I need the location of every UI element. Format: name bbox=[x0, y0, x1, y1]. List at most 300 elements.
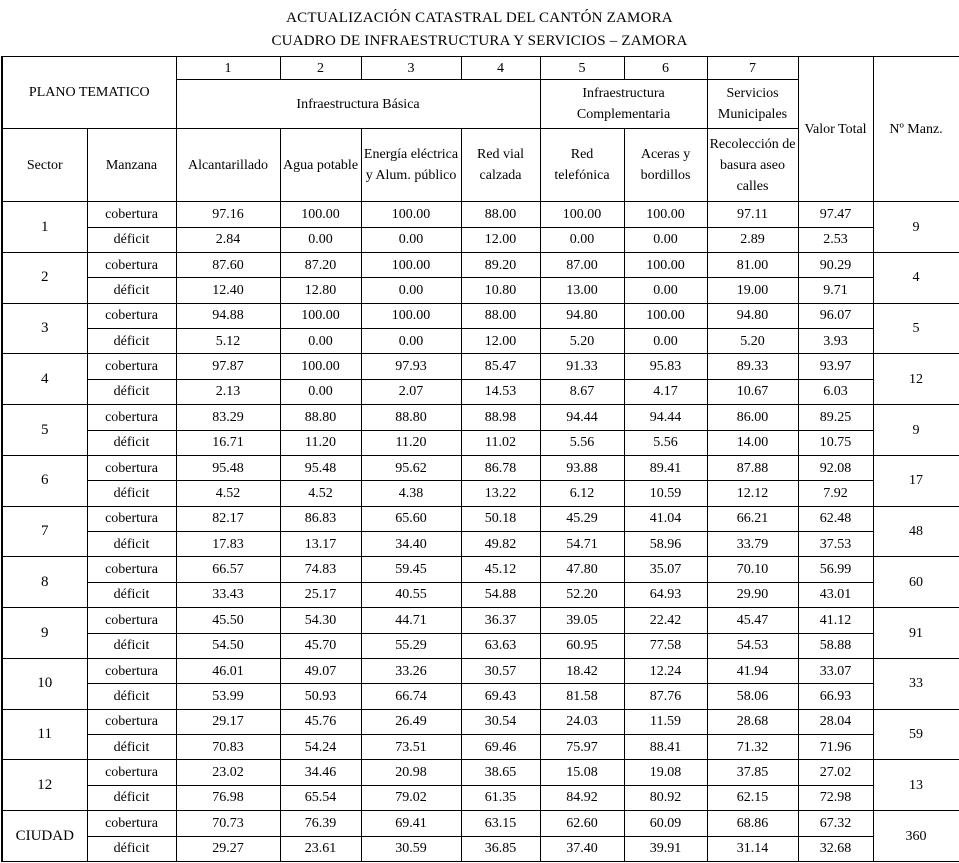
value-cell: 12.80 bbox=[280, 278, 361, 303]
value-cell: 45.12 bbox=[461, 557, 540, 582]
value-cell: 68.86 bbox=[707, 811, 798, 836]
value-cell: 30.59 bbox=[361, 836, 461, 861]
value-cell: 79.02 bbox=[361, 785, 461, 810]
value-cell: 50.18 bbox=[461, 506, 540, 531]
value-cell: 0.00 bbox=[280, 329, 361, 354]
valor-total-cell: 3.93 bbox=[798, 329, 873, 354]
manzana-type-cell: cobertura bbox=[87, 608, 176, 633]
value-cell: 5.12 bbox=[176, 329, 280, 354]
valor-total-cell: 2.53 bbox=[798, 227, 873, 252]
sector-cell: CIUDAD bbox=[2, 811, 87, 862]
value-cell: 100.00 bbox=[624, 202, 707, 227]
n-manz-cell: 91 bbox=[873, 608, 959, 659]
valor-total-cell: 97.47 bbox=[798, 202, 873, 227]
col-number-7: 7 bbox=[707, 57, 798, 80]
value-cell: 54.50 bbox=[176, 633, 280, 658]
value-cell: 47.80 bbox=[540, 557, 624, 582]
value-cell: 11.20 bbox=[361, 430, 461, 455]
value-cell: 18.42 bbox=[540, 658, 624, 683]
n-manz-cell: 4 bbox=[873, 252, 959, 303]
value-cell: 100.00 bbox=[280, 354, 361, 379]
value-cell: 95.48 bbox=[280, 455, 361, 480]
n-manz-cell: 59 bbox=[873, 709, 959, 760]
value-cell: 4.52 bbox=[280, 481, 361, 506]
value-cell: 70.83 bbox=[176, 735, 280, 760]
value-cell: 30.54 bbox=[461, 709, 540, 734]
value-cell: 5.20 bbox=[707, 329, 798, 354]
value-cell: 54.88 bbox=[461, 582, 540, 607]
value-cell: 0.00 bbox=[624, 329, 707, 354]
value-cell: 34.40 bbox=[361, 532, 461, 557]
value-cell: 16.71 bbox=[176, 430, 280, 455]
table-row-cobertura bbox=[2, 506, 959, 531]
value-cell: 89.20 bbox=[461, 252, 540, 277]
value-cell: 70.10 bbox=[707, 557, 798, 582]
value-cell: 31.14 bbox=[707, 836, 798, 861]
manzana-type-cell: déficit bbox=[87, 329, 176, 354]
value-cell: 49.82 bbox=[461, 532, 540, 557]
value-cell: 86.83 bbox=[280, 506, 361, 531]
valor-total-cell: 7.92 bbox=[798, 481, 873, 506]
valor-total-header: Valor Total bbox=[798, 57, 873, 202]
value-cell: 0.00 bbox=[540, 227, 624, 252]
value-cell: 65.60 bbox=[361, 506, 461, 531]
manzana-type-cell: déficit bbox=[87, 785, 176, 810]
value-cell: 88.80 bbox=[280, 405, 361, 430]
value-cell: 81.58 bbox=[540, 684, 624, 709]
value-cell: 45.76 bbox=[280, 709, 361, 734]
value-cell: 34.46 bbox=[280, 760, 361, 785]
value-cell: 88.00 bbox=[461, 202, 540, 227]
valor-total-cell: 28.04 bbox=[798, 709, 873, 734]
valor-total-cell: 58.88 bbox=[798, 633, 873, 658]
manzana-type-cell: cobertura bbox=[87, 811, 176, 836]
manzana-type-cell: déficit bbox=[87, 582, 176, 607]
sector-cell: 4 bbox=[2, 354, 87, 405]
manzana-type-cell: cobertura bbox=[87, 557, 176, 582]
table-row-deficit bbox=[2, 278, 959, 303]
value-cell: 74.83 bbox=[280, 557, 361, 582]
col-number-6: 6 bbox=[624, 57, 707, 80]
manzana-type-cell: déficit bbox=[87, 684, 176, 709]
value-cell: 36.37 bbox=[461, 608, 540, 633]
table-row-deficit bbox=[2, 785, 959, 810]
value-cell: 86.00 bbox=[707, 405, 798, 430]
value-cell: 29.17 bbox=[176, 709, 280, 734]
valor-total-cell: 72.98 bbox=[798, 785, 873, 810]
value-cell: 10.67 bbox=[707, 379, 798, 404]
col-red-telefonica: Red telefónica bbox=[540, 129, 624, 202]
value-cell: 45.70 bbox=[280, 633, 361, 658]
value-cell: 2.07 bbox=[361, 379, 461, 404]
value-cell: 87.60 bbox=[176, 252, 280, 277]
value-cell: 66.57 bbox=[176, 557, 280, 582]
value-cell: 87.20 bbox=[280, 252, 361, 277]
value-cell: 4.38 bbox=[361, 481, 461, 506]
valor-total-cell: 62.48 bbox=[798, 506, 873, 531]
valor-total-cell: 32.68 bbox=[798, 836, 873, 861]
valor-total-cell: 56.99 bbox=[798, 557, 873, 582]
n-manz-header: Nº Manz. bbox=[873, 57, 959, 202]
value-cell: 76.98 bbox=[176, 785, 280, 810]
col-number-1: 1 bbox=[176, 57, 280, 80]
value-cell: 13.00 bbox=[540, 278, 624, 303]
value-cell: 58.96 bbox=[624, 532, 707, 557]
plano-tematico-header: PLANO TEMATICO bbox=[2, 57, 176, 129]
value-cell: 13.17 bbox=[280, 532, 361, 557]
value-cell: 8.67 bbox=[540, 379, 624, 404]
value-cell: 100.00 bbox=[280, 202, 361, 227]
col-number-4: 4 bbox=[461, 57, 540, 80]
value-cell: 66.21 bbox=[707, 506, 798, 531]
value-cell: 45.47 bbox=[707, 608, 798, 633]
manzana-type-cell: déficit bbox=[87, 379, 176, 404]
manzana-type-cell: déficit bbox=[87, 735, 176, 760]
value-cell: 100.00 bbox=[624, 252, 707, 277]
value-cell: 59.45 bbox=[361, 557, 461, 582]
value-cell: 0.00 bbox=[361, 329, 461, 354]
valor-total-cell: 37.53 bbox=[798, 532, 873, 557]
value-cell: 15.08 bbox=[540, 760, 624, 785]
value-cell: 40.55 bbox=[361, 582, 461, 607]
value-cell: 95.48 bbox=[176, 455, 280, 480]
value-cell: 63.63 bbox=[461, 633, 540, 658]
value-cell: 12.40 bbox=[176, 278, 280, 303]
table-row-deficit bbox=[2, 430, 959, 455]
value-cell: 35.07 bbox=[624, 557, 707, 582]
sector-cell: 11 bbox=[2, 709, 87, 760]
value-cell: 97.87 bbox=[176, 354, 280, 379]
manzana-type-cell: déficit bbox=[87, 481, 176, 506]
value-cell: 20.98 bbox=[361, 760, 461, 785]
table-row-deficit bbox=[2, 735, 959, 760]
valor-total-cell: 90.29 bbox=[798, 252, 873, 277]
value-cell: 55.29 bbox=[361, 633, 461, 658]
value-cell: 11.59 bbox=[624, 709, 707, 734]
value-cell: 97.16 bbox=[176, 202, 280, 227]
value-cell: 94.88 bbox=[176, 303, 280, 328]
value-cell: 0.00 bbox=[280, 379, 361, 404]
value-cell: 100.00 bbox=[280, 303, 361, 328]
value-cell: 39.91 bbox=[624, 836, 707, 861]
table-row-cobertura bbox=[2, 709, 959, 734]
value-cell: 89.41 bbox=[624, 455, 707, 480]
sector-cell: 2 bbox=[2, 252, 87, 303]
value-cell: 93.88 bbox=[540, 455, 624, 480]
col-energia-electrica: Energía eléctrica y Alum. público bbox=[361, 129, 461, 202]
value-cell: 0.00 bbox=[361, 227, 461, 252]
value-cell: 94.80 bbox=[707, 303, 798, 328]
n-manz-cell: 33 bbox=[873, 658, 959, 709]
value-cell: 0.00 bbox=[624, 227, 707, 252]
sector-cell: 10 bbox=[2, 658, 87, 709]
manzana-type-cell: cobertura bbox=[87, 202, 176, 227]
value-cell: 54.53 bbox=[707, 633, 798, 658]
sector-cell: 9 bbox=[2, 608, 87, 659]
value-cell: 19.08 bbox=[624, 760, 707, 785]
table-row-cobertura bbox=[2, 760, 959, 785]
value-cell: 83.29 bbox=[176, 405, 280, 430]
value-cell: 0.00 bbox=[624, 278, 707, 303]
col-recoleccion-basura: Recolección de basura aseo calles bbox=[707, 129, 798, 202]
n-manz-cell: 60 bbox=[873, 557, 959, 608]
value-cell: 80.92 bbox=[624, 785, 707, 810]
value-cell: 86.78 bbox=[461, 455, 540, 480]
value-cell: 69.46 bbox=[461, 735, 540, 760]
table-row-deficit bbox=[2, 684, 959, 709]
col-number-5: 5 bbox=[540, 57, 624, 80]
value-cell: 69.43 bbox=[461, 684, 540, 709]
value-cell: 52.20 bbox=[540, 582, 624, 607]
value-cell: 28.68 bbox=[707, 709, 798, 734]
value-cell: 84.92 bbox=[540, 785, 624, 810]
manzana-type-cell: cobertura bbox=[87, 760, 176, 785]
table-row-deficit bbox=[2, 836, 959, 861]
table-row-deficit bbox=[2, 227, 959, 252]
value-cell: 94.44 bbox=[624, 405, 707, 430]
value-cell: 23.02 bbox=[176, 760, 280, 785]
value-cell: 87.00 bbox=[540, 252, 624, 277]
valor-total-cell: 96.07 bbox=[798, 303, 873, 328]
table-row-deficit bbox=[2, 582, 959, 607]
value-cell: 100.00 bbox=[361, 252, 461, 277]
sector-cell: 8 bbox=[2, 557, 87, 608]
value-cell: 91.33 bbox=[540, 354, 624, 379]
value-cell: 12.12 bbox=[707, 481, 798, 506]
value-cell: 100.00 bbox=[361, 202, 461, 227]
value-cell: 22.42 bbox=[624, 608, 707, 633]
value-cell: 85.47 bbox=[461, 354, 540, 379]
value-cell: 12.00 bbox=[461, 227, 540, 252]
col-aceras-bordillos: Aceras y bordillos bbox=[624, 129, 707, 202]
n-manz-cell: 5 bbox=[873, 303, 959, 354]
value-cell: 66.74 bbox=[361, 684, 461, 709]
value-cell: 70.73 bbox=[176, 811, 280, 836]
value-cell: 50.93 bbox=[280, 684, 361, 709]
table-row-cobertura bbox=[2, 658, 959, 683]
table-row-deficit bbox=[2, 481, 959, 506]
table-row-cobertura bbox=[2, 811, 959, 836]
table-row-cobertura bbox=[2, 202, 959, 227]
value-cell: 71.32 bbox=[707, 735, 798, 760]
value-cell: 10.80 bbox=[461, 278, 540, 303]
valor-total-cell: 71.96 bbox=[798, 735, 873, 760]
col-number-2: 2 bbox=[280, 57, 361, 80]
value-cell: 82.17 bbox=[176, 506, 280, 531]
value-cell: 97.93 bbox=[361, 354, 461, 379]
valor-total-cell: 27.02 bbox=[798, 760, 873, 785]
manzana-type-cell: cobertura bbox=[87, 455, 176, 480]
manzana-type-cell: cobertura bbox=[87, 709, 176, 734]
valor-total-cell: 93.97 bbox=[798, 354, 873, 379]
manzana-type-cell: déficit bbox=[87, 836, 176, 861]
value-cell: 19.00 bbox=[707, 278, 798, 303]
value-cell: 5.20 bbox=[540, 329, 624, 354]
table-row-deficit bbox=[2, 532, 959, 557]
value-cell: 95.83 bbox=[624, 354, 707, 379]
manzana-type-cell: déficit bbox=[87, 633, 176, 658]
infrastructure-table bbox=[1, 56, 959, 862]
n-manz-cell: 360 bbox=[873, 811, 959, 862]
value-cell: 60.95 bbox=[540, 633, 624, 658]
value-cell: 54.71 bbox=[540, 532, 624, 557]
value-cell: 89.33 bbox=[707, 354, 798, 379]
sector-header: Sector bbox=[2, 129, 87, 202]
value-cell: 88.00 bbox=[461, 303, 540, 328]
manzana-type-cell: déficit bbox=[87, 532, 176, 557]
value-cell: 39.05 bbox=[540, 608, 624, 633]
table-row-cobertura bbox=[2, 303, 959, 328]
manzana-type-cell: cobertura bbox=[87, 252, 176, 277]
sector-cell: 7 bbox=[2, 506, 87, 557]
value-cell: 62.15 bbox=[707, 785, 798, 810]
value-cell: 100.00 bbox=[624, 303, 707, 328]
value-cell: 5.56 bbox=[540, 430, 624, 455]
value-cell: 76.39 bbox=[280, 811, 361, 836]
value-cell: 88.80 bbox=[361, 405, 461, 430]
value-cell: 4.17 bbox=[624, 379, 707, 404]
col-red-vial: Red vial calzada bbox=[461, 129, 540, 202]
manzana-header: Manzana bbox=[87, 129, 176, 202]
col-alcantarillado: Alcantarillado bbox=[176, 129, 280, 202]
value-cell: 33.26 bbox=[361, 658, 461, 683]
table-row-deficit bbox=[2, 329, 959, 354]
group-infra-basica: Infraestructura Básica bbox=[176, 80, 540, 129]
manzana-type-cell: cobertura bbox=[87, 405, 176, 430]
table-row-cobertura bbox=[2, 557, 959, 582]
value-cell: 81.00 bbox=[707, 252, 798, 277]
value-cell: 33.43 bbox=[176, 582, 280, 607]
value-cell: 45.29 bbox=[540, 506, 624, 531]
value-cell: 5.56 bbox=[624, 430, 707, 455]
value-cell: 10.59 bbox=[624, 481, 707, 506]
document-title: ACTUALIZACIÓN CATASTRAL DEL CANTÓN ZAMORA bbox=[286, 10, 673, 26]
n-manz-cell: 17 bbox=[873, 455, 959, 506]
value-cell: 62.60 bbox=[540, 811, 624, 836]
value-cell: 29.90 bbox=[707, 582, 798, 607]
value-cell: 37.85 bbox=[707, 760, 798, 785]
value-cell: 60.09 bbox=[624, 811, 707, 836]
value-cell: 41.94 bbox=[707, 658, 798, 683]
sector-cell: 12 bbox=[2, 760, 87, 811]
valor-total-cell: 33.07 bbox=[798, 658, 873, 683]
value-cell: 95.62 bbox=[361, 455, 461, 480]
value-cell: 87.76 bbox=[624, 684, 707, 709]
value-cell: 12.24 bbox=[624, 658, 707, 683]
value-cell: 88.41 bbox=[624, 735, 707, 760]
value-cell: 69.41 bbox=[361, 811, 461, 836]
value-cell: 29.27 bbox=[176, 836, 280, 861]
value-cell: 73.51 bbox=[361, 735, 461, 760]
value-cell: 30.57 bbox=[461, 658, 540, 683]
table-row-cobertura bbox=[2, 608, 959, 633]
valor-total-cell: 67.32 bbox=[798, 811, 873, 836]
value-cell: 36.85 bbox=[461, 836, 540, 861]
table-row-cobertura bbox=[2, 354, 959, 379]
value-cell: 26.49 bbox=[361, 709, 461, 734]
value-cell: 11.02 bbox=[461, 430, 540, 455]
col-number-3: 3 bbox=[361, 57, 461, 80]
table-row-deficit bbox=[2, 633, 959, 658]
sector-cell: 3 bbox=[2, 303, 87, 354]
value-cell: 17.83 bbox=[176, 532, 280, 557]
sector-cell: 1 bbox=[2, 202, 87, 253]
manzana-type-cell: déficit bbox=[87, 227, 176, 252]
value-cell: 2.13 bbox=[176, 379, 280, 404]
value-cell: 88.98 bbox=[461, 405, 540, 430]
value-cell: 24.03 bbox=[540, 709, 624, 734]
valor-total-cell: 66.93 bbox=[798, 684, 873, 709]
value-cell: 53.99 bbox=[176, 684, 280, 709]
value-cell: 100.00 bbox=[540, 202, 624, 227]
value-cell: 64.93 bbox=[624, 582, 707, 607]
n-manz-cell: 9 bbox=[873, 202, 959, 253]
manzana-type-cell: cobertura bbox=[87, 303, 176, 328]
value-cell: 100.00 bbox=[361, 303, 461, 328]
table-row-deficit bbox=[2, 379, 959, 404]
value-cell: 38.65 bbox=[461, 760, 540, 785]
value-cell: 65.54 bbox=[280, 785, 361, 810]
n-manz-cell: 13 bbox=[873, 760, 959, 811]
value-cell: 0.00 bbox=[280, 227, 361, 252]
value-cell: 2.84 bbox=[176, 227, 280, 252]
value-cell: 63.15 bbox=[461, 811, 540, 836]
value-cell: 25.17 bbox=[280, 582, 361, 607]
table-row-cobertura bbox=[2, 252, 959, 277]
manzana-type-cell: cobertura bbox=[87, 658, 176, 683]
value-cell: 2.89 bbox=[707, 227, 798, 252]
value-cell: 11.20 bbox=[280, 430, 361, 455]
valor-total-cell: 10.75 bbox=[798, 430, 873, 455]
group-infra-complementaria: Infraestructura Complementaria bbox=[540, 80, 707, 129]
value-cell: 49.07 bbox=[280, 658, 361, 683]
table-row-cobertura bbox=[2, 405, 959, 430]
value-cell: 54.24 bbox=[280, 735, 361, 760]
valor-total-cell: 6.03 bbox=[798, 379, 873, 404]
manzana-type-cell: cobertura bbox=[87, 506, 176, 531]
value-cell: 94.80 bbox=[540, 303, 624, 328]
col-agua-potable: Agua potable bbox=[280, 129, 361, 202]
value-cell: 54.30 bbox=[280, 608, 361, 633]
value-cell: 4.52 bbox=[176, 481, 280, 506]
valor-total-cell: 89.25 bbox=[798, 405, 873, 430]
manzana-type-cell: cobertura bbox=[87, 354, 176, 379]
value-cell: 23.61 bbox=[280, 836, 361, 861]
value-cell: 77.58 bbox=[624, 633, 707, 658]
value-cell: 12.00 bbox=[461, 329, 540, 354]
value-cell: 75.97 bbox=[540, 735, 624, 760]
valor-total-cell: 9.71 bbox=[798, 278, 873, 303]
value-cell: 94.44 bbox=[540, 405, 624, 430]
sector-cell: 5 bbox=[2, 405, 87, 456]
sector-cell: 6 bbox=[2, 455, 87, 506]
value-cell: 14.53 bbox=[461, 379, 540, 404]
value-cell: 6.12 bbox=[540, 481, 624, 506]
value-cell: 33.79 bbox=[707, 532, 798, 557]
n-manz-cell: 12 bbox=[873, 354, 959, 405]
value-cell: 97.11 bbox=[707, 202, 798, 227]
valor-total-cell: 41.12 bbox=[798, 608, 873, 633]
manzana-type-cell: déficit bbox=[87, 278, 176, 303]
n-manz-cell: 9 bbox=[873, 405, 959, 456]
value-cell: 45.50 bbox=[176, 608, 280, 633]
group-servicios-municipales: Servicios Municipales bbox=[707, 80, 798, 129]
manzana-type-cell: déficit bbox=[87, 430, 176, 455]
value-cell: 87.88 bbox=[707, 455, 798, 480]
n-manz-cell: 48 bbox=[873, 506, 959, 557]
value-cell: 58.06 bbox=[707, 684, 798, 709]
value-cell: 44.71 bbox=[361, 608, 461, 633]
